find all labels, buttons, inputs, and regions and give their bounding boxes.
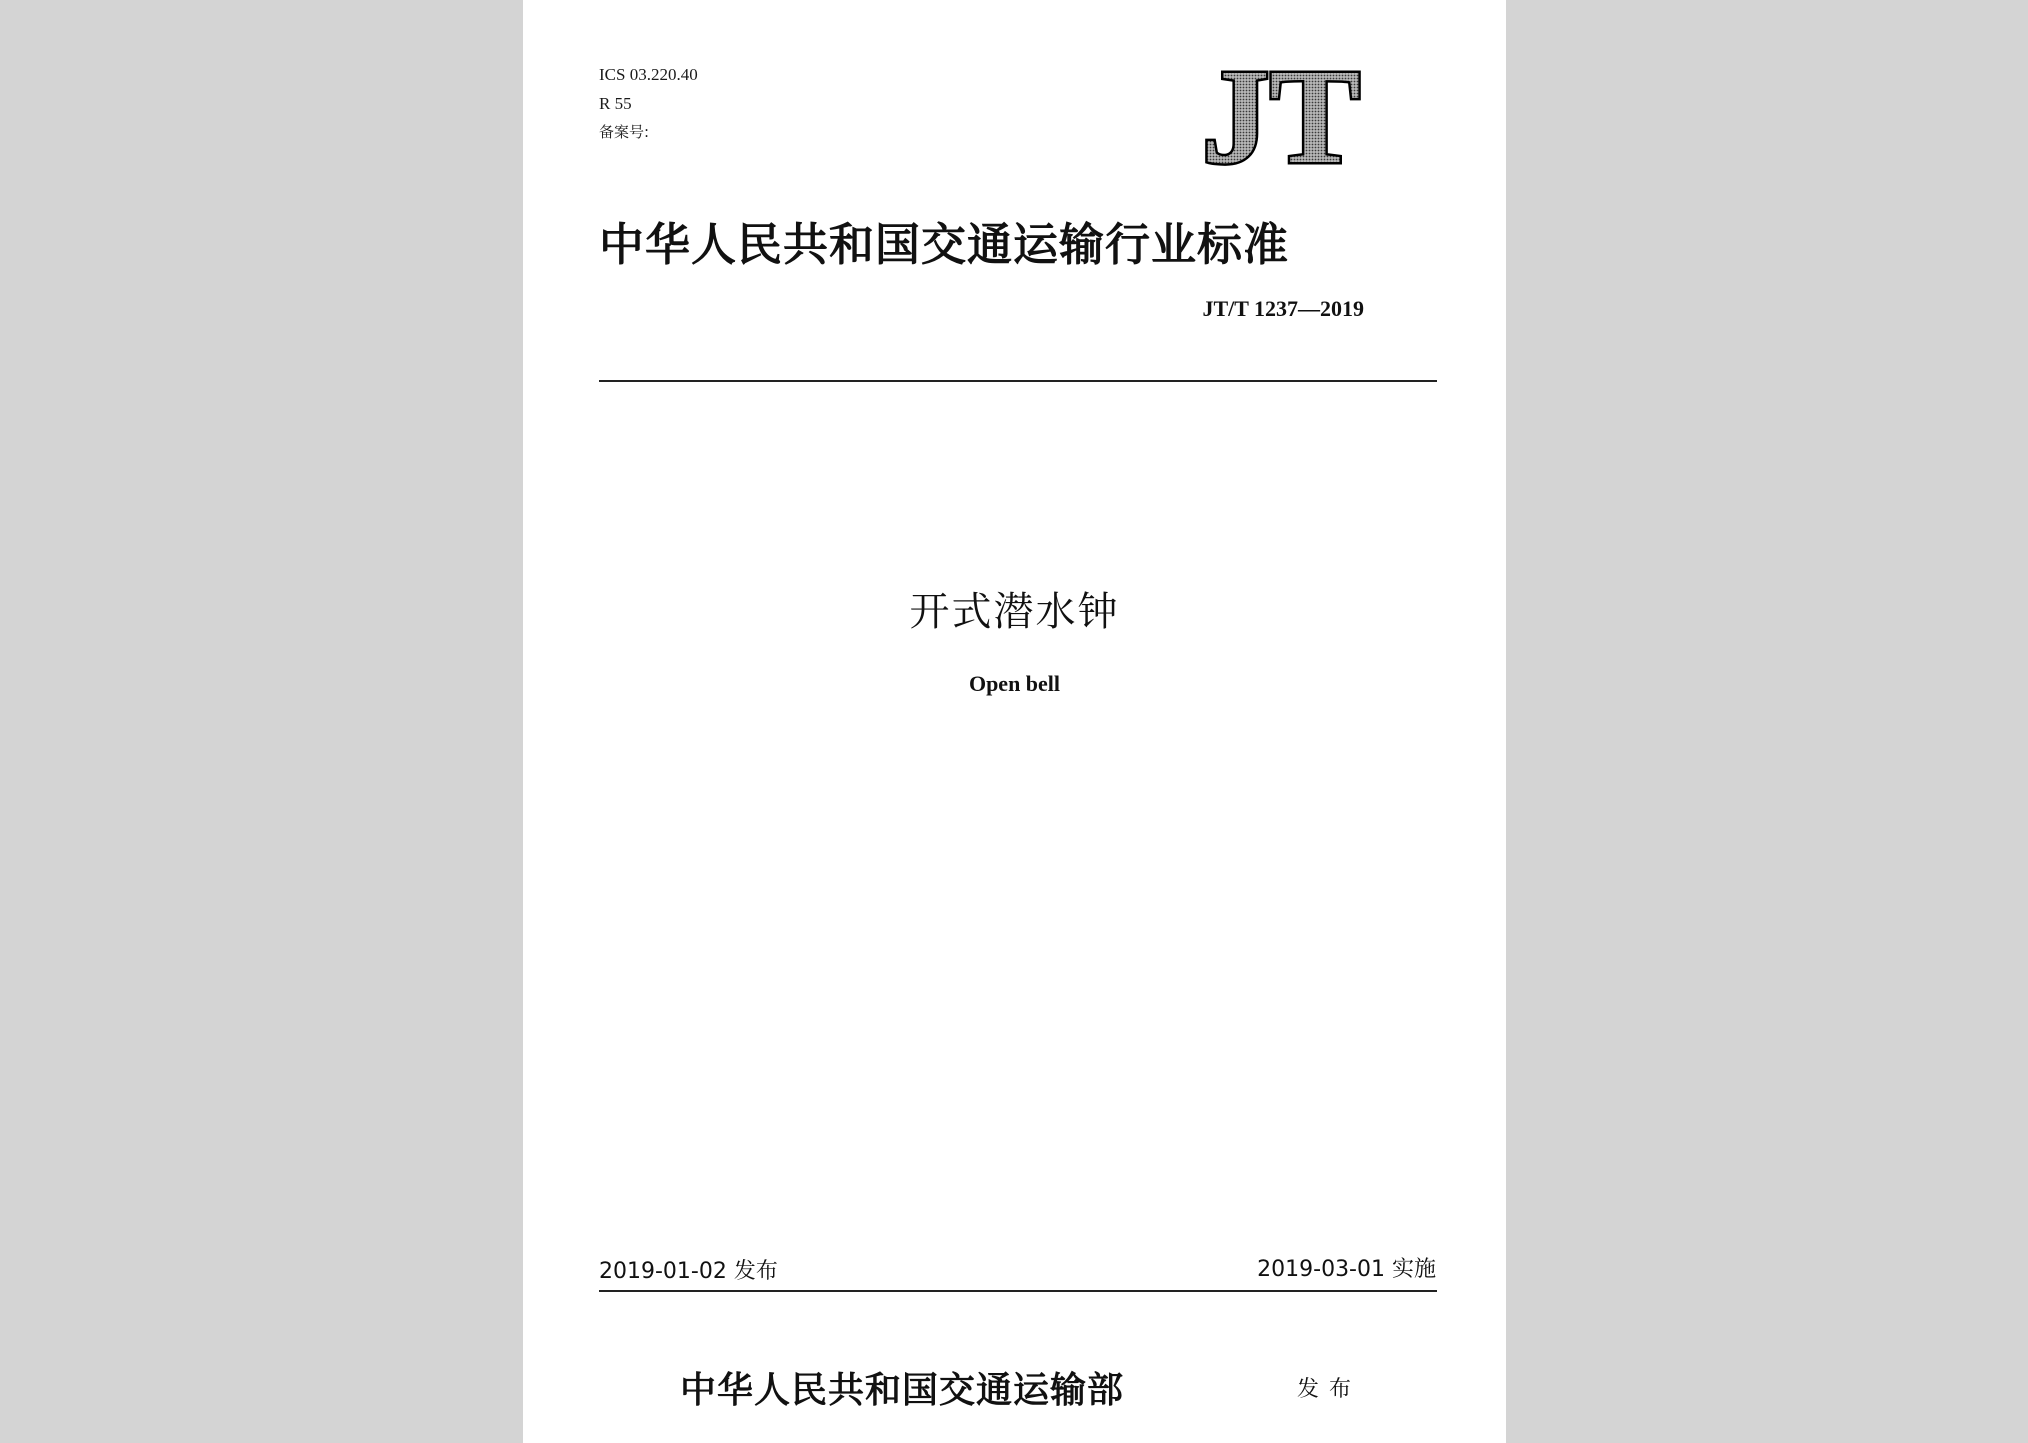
publish-label: 发布 xyxy=(1297,1377,1362,1402)
implementation-date: 2019-03-01 实施 xyxy=(1257,1257,1436,1282)
document-page xyxy=(523,0,1506,1443)
jt-logo xyxy=(1179,62,1383,178)
industry-standard-title: 中华人民共和国交通运输行业标准 xyxy=(599,218,1290,271)
classification-code: R 55 xyxy=(599,94,632,113)
classification-block xyxy=(599,60,698,147)
issue-date: 2019-01-02 发布 xyxy=(599,1259,778,1284)
document-title-english: Open bell xyxy=(968,671,1061,696)
header-divider xyxy=(599,380,1437,382)
document-title-chinese: 开式潜水钟 xyxy=(909,589,1120,635)
jt-logo-text: JT xyxy=(1201,62,1361,178)
footer-divider xyxy=(599,1290,1437,1292)
ics-code: ICS 03.220.40 xyxy=(599,65,698,84)
filing-number-label: 备案号: xyxy=(599,123,650,141)
publisher-name: 中华人民共和国交通运输部 xyxy=(680,1369,1125,1411)
standard-number: JT/T 1237—2019 xyxy=(1202,296,1364,321)
